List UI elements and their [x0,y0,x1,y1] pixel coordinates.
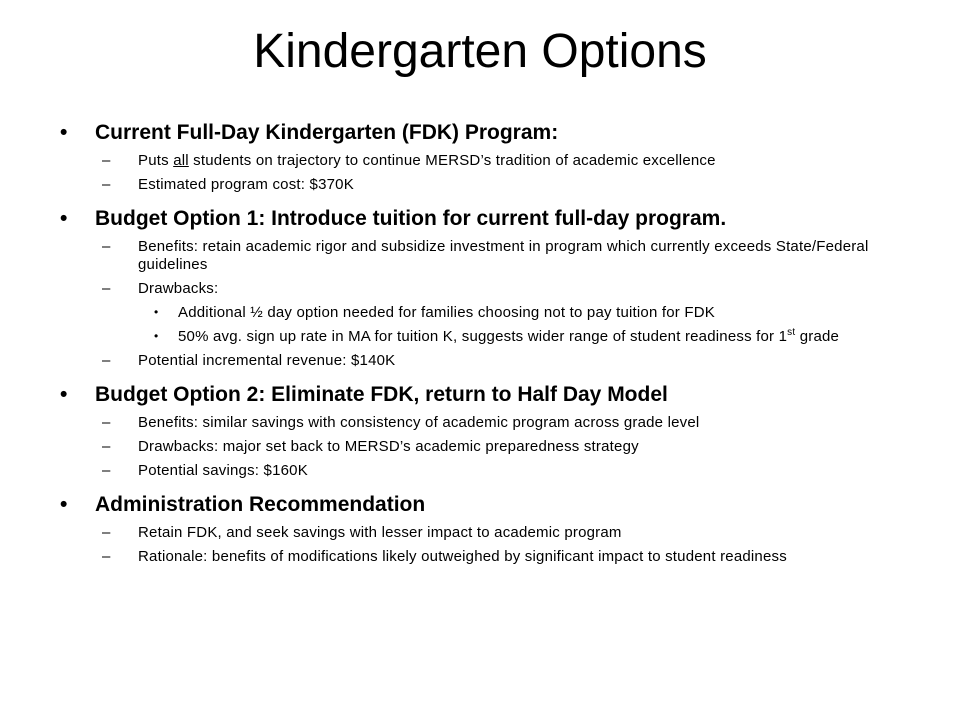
sub-item-text: Potential savings: $160K [138,462,308,479]
sub-item-underlined: all [173,152,189,169]
heading-text: Budget Option 1: Introduce tuition for current full-day program. [95,207,727,230]
sub-sub-item-text: Additional ½ day option needed for families choosing not to pay tuition for FDK [178,304,715,321]
sub-item-text: Estimated program cost: $370K [138,176,354,193]
dash-icon: – [102,152,111,169]
section-heading [60,382,900,408]
dash-icon: – [102,548,111,565]
sub-item [60,176,900,194]
sub-sub-item-text-pre: 50% avg. sign up rate in MA for tuition K, suggests wider range of student readiness for 1 [178,328,788,345]
superscript: st [787,327,796,338]
slide-body [60,120,900,566]
sub-item-text: Potential incremental revenue: $140K [138,352,396,369]
sub-item [60,462,900,480]
bullet-icon: • [60,383,68,406]
sub-item [60,280,900,298]
dash-icon: – [102,280,111,297]
sub-item-text: Benefits: retain academic rigor and subsidize investment in program which currently exceeds State/Federal guidelines [138,238,869,273]
sub-item [60,438,900,456]
heading-text: Administration Recommendation [95,493,426,516]
section-heading [60,206,900,232]
dash-icon: – [102,352,111,369]
section-heading [60,120,900,146]
sub-item-text: Drawbacks: [138,280,219,297]
sub-item [60,152,900,170]
sub-item [60,524,900,542]
sub-item [60,414,900,432]
sub-item-text-post: students on trajectory to continue MERSD’s tradition of academic excellence [188,152,716,169]
sub-item [60,548,900,566]
dash-icon: – [102,462,111,479]
sub-sub-item [60,304,900,322]
section-heading [60,492,900,518]
sub-sub-item [60,328,900,346]
dash-icon: – [102,176,111,193]
heading-text: Budget Option 2: Eliminate FDK, return to Half Day Model [95,383,668,406]
sub-item-text: Retain FDK, and seek savings with lesser impact to academic program [138,524,622,541]
sub-item-text: Benefits: similar savings with consistency of academic program across grade level [138,414,700,431]
sub-item-text: Drawbacks: major set back to MERSD’s academic preparedness strategy [138,438,639,455]
sub-item-text: Rationale: benefits of modifications likely outweighed by significant impact to student readiness [138,548,787,565]
dash-icon: – [102,524,111,541]
bullet-icon: • [154,305,159,319]
sub-item [60,352,900,370]
bullet-icon: • [60,207,68,230]
sub-item-text-pre: Puts [138,152,174,169]
bullet-icon: • [60,121,68,144]
sub-sub-item-text-post: grade [795,328,840,345]
bullet-icon: • [154,329,159,343]
dash-icon: – [102,414,111,431]
dash-icon: – [102,438,111,455]
sub-item [60,238,900,274]
slide-title: Kindergarten Options [253,25,707,78]
heading-text: Current Full-Day Kindergarten (FDK) Program: [95,121,559,144]
dash-icon: – [102,238,111,255]
bullet-icon: • [60,493,68,516]
